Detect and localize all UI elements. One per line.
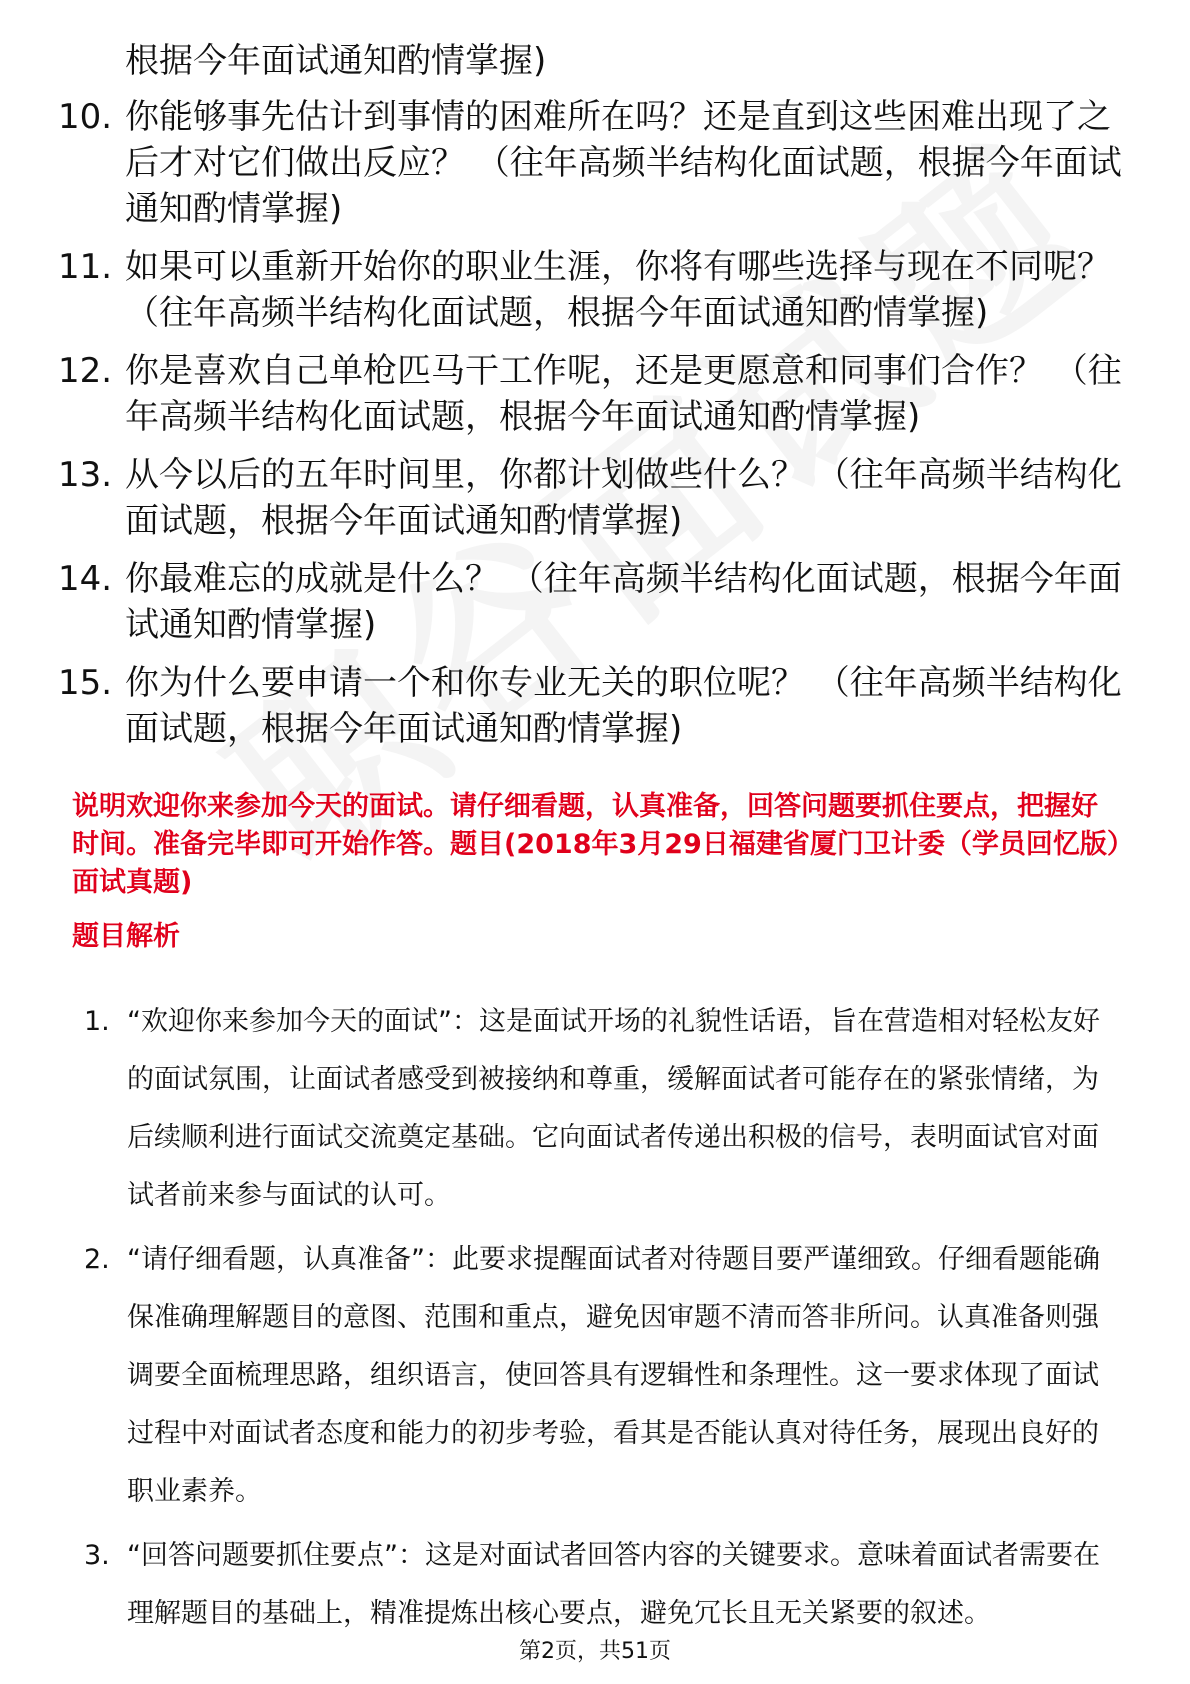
question-item-11 (58, 244, 1138, 336)
analysis-text: “欢迎你来参加今天的面试”：这是面试开场的礼貌性话语，旨在营造相对轻松友好的面试氛围，让面试者感受到被接纳和尊重，缓解面试者可能存在的紧张情绪，为后续顺利进行面试交流奠定基础。它向面试者传递出积极的信号，表明面试官对面试者前来参与面试的认可。 (127, 1006, 1100, 1211)
analysis-number: 1. (84, 1006, 110, 1037)
page-footer: 第2页，共51页 (519, 1639, 671, 1664)
question-list (58, 38, 1138, 764)
question-number: 14. (58, 559, 113, 599)
question-item-15 (58, 660, 1138, 752)
analysis-list (84, 993, 1124, 1649)
analysis-heading: 题目解析 (72, 921, 180, 952)
question-item-13 (58, 452, 1138, 544)
question-text: 你最难忘的成就是什么？ （往年高频半结构化面试题，根据今年面试通知酌情掌握) (125, 559, 1122, 645)
question-number: 10. (58, 97, 113, 137)
question-text: 如果可以重新开始你的职业生涯，你将有哪些选择与现在不同呢？ （往年高频半结构化面试题，根据今年面试通知酌情掌握) (125, 247, 1111, 333)
question-text: 你能够事先估计到事情的困难所在吗？还是直到这些困难出现了之后才对它们做出反应？ （往年高频半结构化面试题，根据今年面试通知酌情掌握) (125, 97, 1122, 229)
instruction-notice: 说明欢迎你来参加今天的面试。请仔细看题，认真准备，回答问题要抓住要点，把握好时间。准备完毕即可开始作答。题目(2018年3月29日福建省厦门卫计委（学员回忆版）面试真题) (72, 791, 1121, 898)
question-text: 你为什么要申请一个和你专业无关的职位呢？ （往年高频半结构化面试题，根据今年面试通知酌情掌握) (125, 663, 1122, 749)
question-continuation: 根据今年面试通知酌情掌握) (125, 41, 547, 81)
analysis-number: 2. (84, 1244, 110, 1275)
question-number: 15. (58, 663, 113, 703)
question-number: 13. (58, 455, 113, 495)
analysis-text: “回答问题要抓住要点”：这是对面试者回答内容的关键要求。意味着面试者需要在理解题目的基础上，精准提炼出核心要点，避免冗长且无关紧要的叙述。 (127, 1540, 1100, 1629)
analysis-number: 3. (84, 1540, 110, 1571)
question-number: 11. (58, 247, 113, 287)
question-text: 你是喜欢自己单枪匹马干工作呢，还是更愿意和同事们合作？ （往年高频半结构化面试题，根据今年面试通知酌情掌握) (125, 351, 1122, 437)
analysis-item-2 (84, 1231, 1124, 1521)
analysis-text: “请仔细看题，认真准备”：此要求提醒面试者对待题目要严谨细致。仔细看题能确保准确理解题目的意图、范围和重点，避免因审题不清而答非所问。认真准备则强调要全面梳理思路，组织语言，使回答具有逻辑性和条理性。这一要求体现了面试过程中对面试者态度和能力的初步考验，看其是否能认真对待任务，展现出良好的职业素养。 (127, 1244, 1100, 1507)
question-text: 从今以后的五年时间里，你都计划做些什么？ （往年高频半结构化面试题，根据今年面试通知酌情掌握) (125, 455, 1122, 541)
analysis-item-1 (84, 993, 1124, 1225)
question-item-14 (58, 556, 1138, 648)
question-item-12 (58, 348, 1138, 440)
question-number: 12. (58, 351, 113, 391)
analysis-item-3 (84, 1527, 1124, 1643)
question-item-10 (58, 94, 1138, 232)
